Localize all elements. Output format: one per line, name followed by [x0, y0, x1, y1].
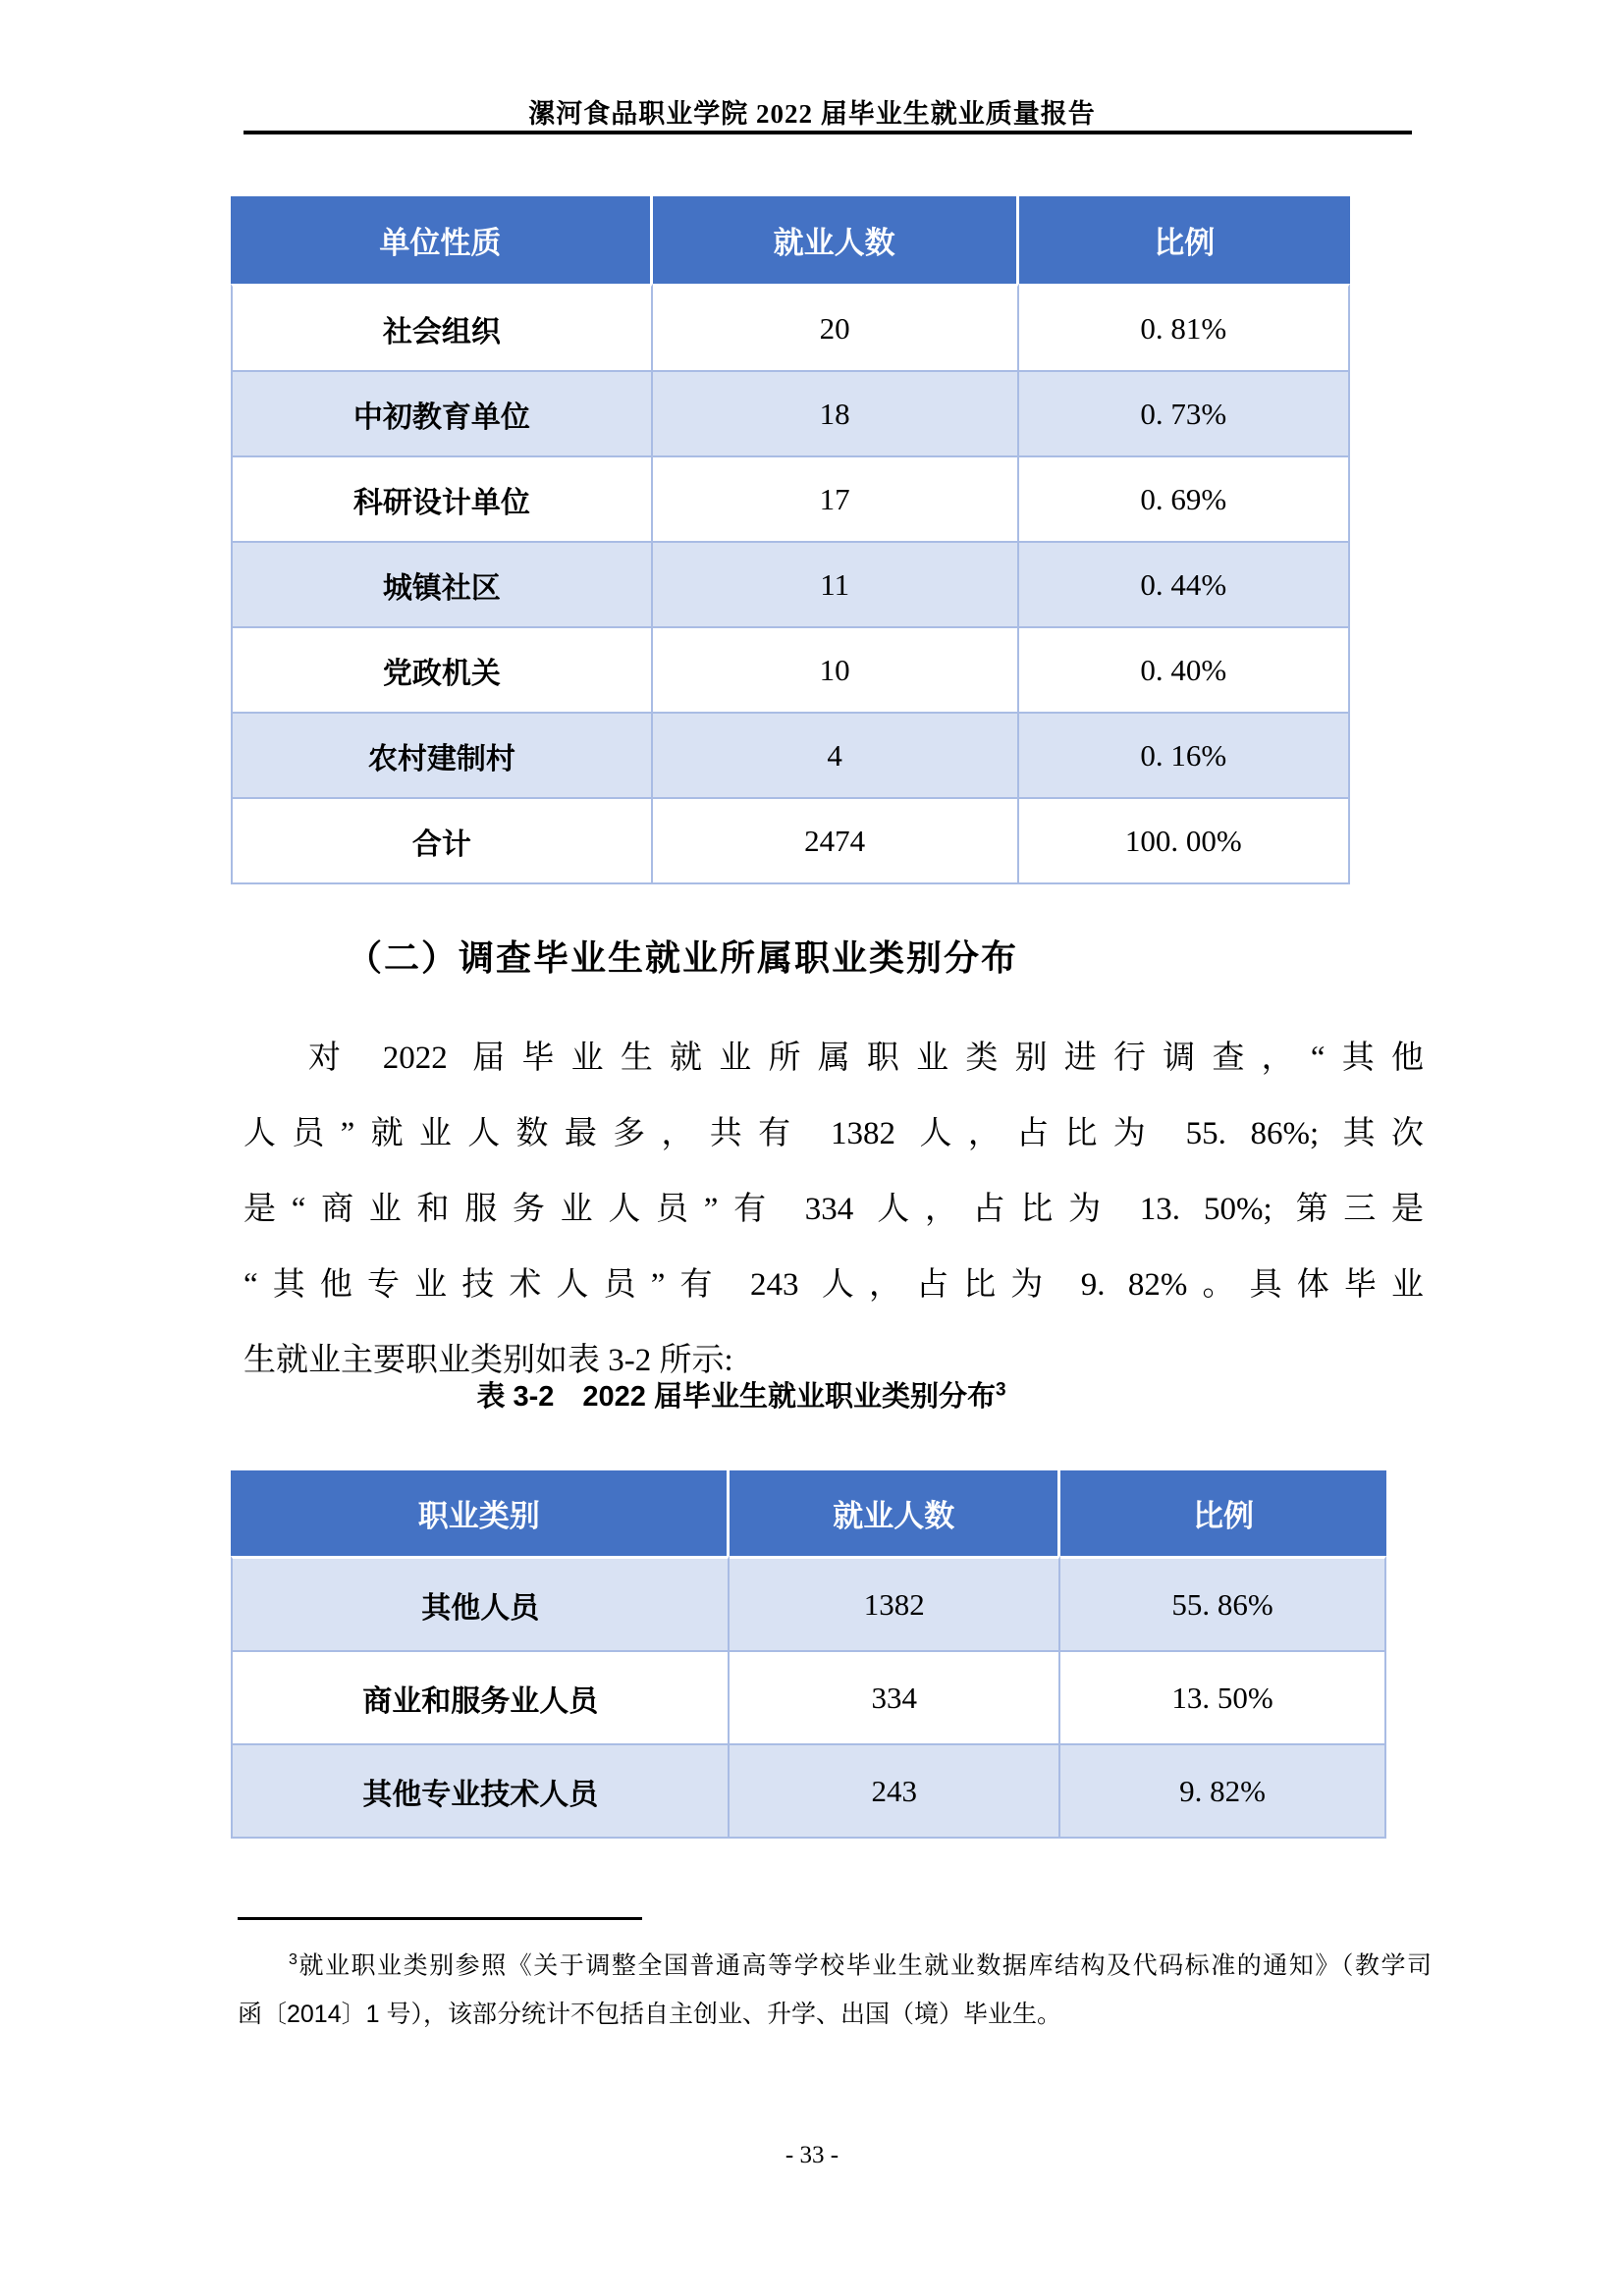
table-header-row — [231, 1470, 1386, 1556]
cell-count: 18 — [653, 372, 1019, 457]
footnote-line — [238, 1936, 1432, 1990]
table-row — [231, 372, 1350, 457]
cell-count: 10 — [653, 628, 1019, 714]
cell-label: 其他人员 — [231, 1556, 730, 1652]
footnote-line: 函〔2014〕1 号），该部分统计不包括自主创业、升学、出国（境）毕业生。 — [238, 2001, 1061, 2029]
cell-label: 中初教育单位 — [231, 372, 653, 457]
cell-pct: 0. 16% — [1019, 714, 1350, 799]
column-header-proportion: 比例 — [1019, 196, 1350, 284]
column-header-occupation-category: 职业类别 — [231, 1470, 730, 1556]
footnote-separator — [238, 1917, 642, 1920]
table-row — [231, 1556, 1386, 1652]
cell-label: 农村建制村 — [231, 714, 653, 799]
cell-count: 4 — [653, 714, 1019, 799]
table-row — [231, 543, 1350, 628]
footnote — [238, 1936, 1432, 2039]
document-header-title: 漯河食品职业学院 2022 届毕业生就业质量报告 — [528, 99, 1096, 129]
cell-pct: 9. 82% — [1060, 1745, 1386, 1839]
cell-label: 合计 — [231, 799, 653, 884]
cell-count: 20 — [653, 284, 1019, 372]
cell-count: 11 — [653, 543, 1019, 628]
cell-count: 243 — [730, 1745, 1060, 1839]
cell-pct: 0. 73% — [1019, 372, 1350, 457]
column-header-proportion: 比例 — [1060, 1470, 1386, 1556]
cell-label: 城镇社区 — [231, 543, 653, 628]
header-rule — [244, 131, 1412, 134]
table-row — [231, 457, 1350, 543]
cell-pct: 13. 50% — [1060, 1652, 1386, 1745]
column-header-employed-count: 就业人数 — [653, 196, 1019, 284]
paragraph-line: “其他专业技术人员”有 243 人，占比为 9. 82%。具体毕业 — [244, 1267, 1424, 1303]
cell-label: 科研设计单位 — [231, 457, 653, 543]
cell-label: 商业和服务业人员 — [231, 1652, 730, 1745]
cell-label: 其他专业技术人员 — [231, 1745, 730, 1839]
column-header-unit-type: 单位性质 — [231, 196, 653, 284]
cell-label: 党政机关 — [231, 628, 653, 714]
column-header-employed-count: 就业人数 — [730, 1470, 1060, 1556]
paragraph-line: 人员”就业人数最多，共有 1382 人，占比为 55. 86%; 其次 — [244, 1116, 1424, 1151]
cell-count: 1382 — [730, 1556, 1060, 1652]
cell-count: 17 — [653, 457, 1019, 543]
section-heading: （二）调查毕业生就业所属职业类别分布 — [347, 938, 1019, 978]
table-row — [231, 284, 1350, 372]
occupation-category-table — [231, 1470, 1386, 1839]
paragraph-line: 生就业主要职业类别如表 3-2 所示: — [244, 1343, 733, 1378]
page-number: - 33 - — [785, 2142, 839, 2168]
cell-pct: 0. 69% — [1019, 457, 1350, 543]
paragraph-line: 是“商业和服务业人员”有 334 人，占比为 13. 50%; 第三是 — [244, 1192, 1424, 1227]
table-caption — [231, 1374, 1252, 1415]
paragraph-line: 对 2022 届毕业生就业所属职业类别进行调查，“其他 — [308, 1041, 1424, 1076]
unit-type-table — [231, 196, 1350, 884]
footnote-text: 就业职业类别参照《关于调整全国普通高等学校毕业生就业数据库结构及代码标准的通知》（教学司 — [297, 1951, 1432, 1980]
table-row — [231, 1652, 1386, 1745]
cell-count: 2474 — [653, 799, 1019, 884]
table-row — [231, 628, 1350, 714]
cell-pct: 0. 40% — [1019, 628, 1350, 714]
table-row — [231, 714, 1350, 799]
table-total-row — [231, 799, 1350, 884]
footnote-marker: 3 — [289, 1951, 298, 1968]
cell-label: 社会组织 — [231, 284, 653, 372]
footnote-reference: 3 — [995, 1379, 1006, 1401]
cell-pct: 0. 81% — [1019, 284, 1350, 372]
cell-pct: 55. 86% — [1060, 1556, 1386, 1652]
cell-count: 334 — [730, 1652, 1060, 1745]
table-caption-text: 表 3-2 2022 届毕业生就业职业类别分布 — [476, 1381, 996, 1413]
body-paragraph — [244, 1021, 1424, 1399]
table-header-row — [231, 196, 1350, 284]
cell-pct: 0. 44% — [1019, 543, 1350, 628]
table-row — [231, 1745, 1386, 1839]
cell-pct: 100. 00% — [1019, 799, 1350, 884]
